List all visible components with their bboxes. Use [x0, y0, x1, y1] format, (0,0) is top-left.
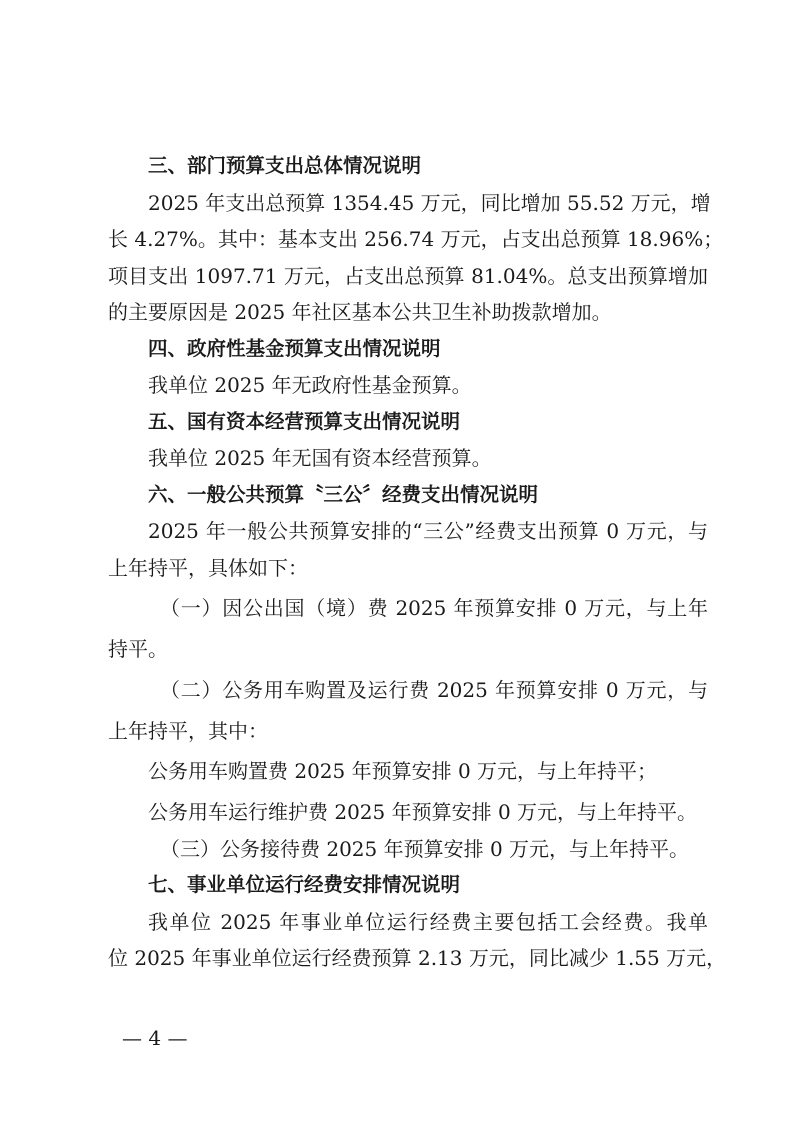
section-heading: 五、国有资本经营预算支出情况说明 [148, 409, 461, 433]
paragraph-line: 2025 年一般公共预算安排的“三公”经费支出预算 0 万元，与 [148, 519, 708, 543]
paragraph-line: 项目支出 1097.71 万元，占支出总预算 81.04%。总支出预算增加 [108, 263, 708, 288]
paragraph-line: 我单位 2025 年事业单位运行经费主要包括工会经费。我单 [148, 909, 708, 934]
document-body [108, 148, 727, 977]
section-heading: 六、一般公共预算〝三公〞经费支出情况说明 [148, 482, 539, 506]
section-heading: 三、部门预算支出总体情况说明 [148, 154, 422, 177]
paragraph-line: 长 4.27%。其中：基本支出 256.74 万元，占支出总预算 18.96%； [108, 227, 724, 251]
page-number: — 4 — [122, 1026, 188, 1050]
paragraph-line: 公务用车运行维护费 2025 年预算安排 0 万元，与上年持平。 [148, 800, 698, 824]
paragraph-line: 上年持平，其中： [108, 718, 268, 743]
paragraph-line: （三）公务接待费 2025 年预算安排 0 万元，与上年持平。 [160, 836, 690, 861]
paragraph-line: 位 2025 年事业单位运行经费预算 2.13 万元，同比减少 1.55 万元， [108, 946, 727, 970]
paragraph-line: 持平。 [108, 637, 168, 661]
section-heading: 四、政府性基金预算支出情况说明 [148, 336, 441, 360]
paragraph-line: 的主要原因是 2025 年社区基本公共卫生补助拨款增加。 [108, 300, 612, 324]
paragraph-line: 公务用车购置费 2025 年预算安排 0 万元，与上年持平； [148, 759, 658, 783]
section-heading: 七、事业单位运行经费安排情况说明 [148, 873, 461, 896]
paragraph-line: 我单位 2025 年无政府性基金预算。 [148, 373, 472, 397]
paragraph-line: （二）公务用车购置及运行费 2025 年预算安排 0 万元，与 [160, 677, 708, 702]
paragraph-line: （一）因公出国（境）费 2025 年预算安排 0 万元，与上年 [160, 596, 708, 620]
paragraph-line: 2025 年支出总预算 1354.45 万元，同比增加 55.52 万元，增 [148, 190, 711, 215]
paragraph-line: 我单位 2025 年无国有资本经营预算。 [148, 446, 492, 470]
paragraph-line: 上年持平，具体如下： [108, 555, 308, 580]
